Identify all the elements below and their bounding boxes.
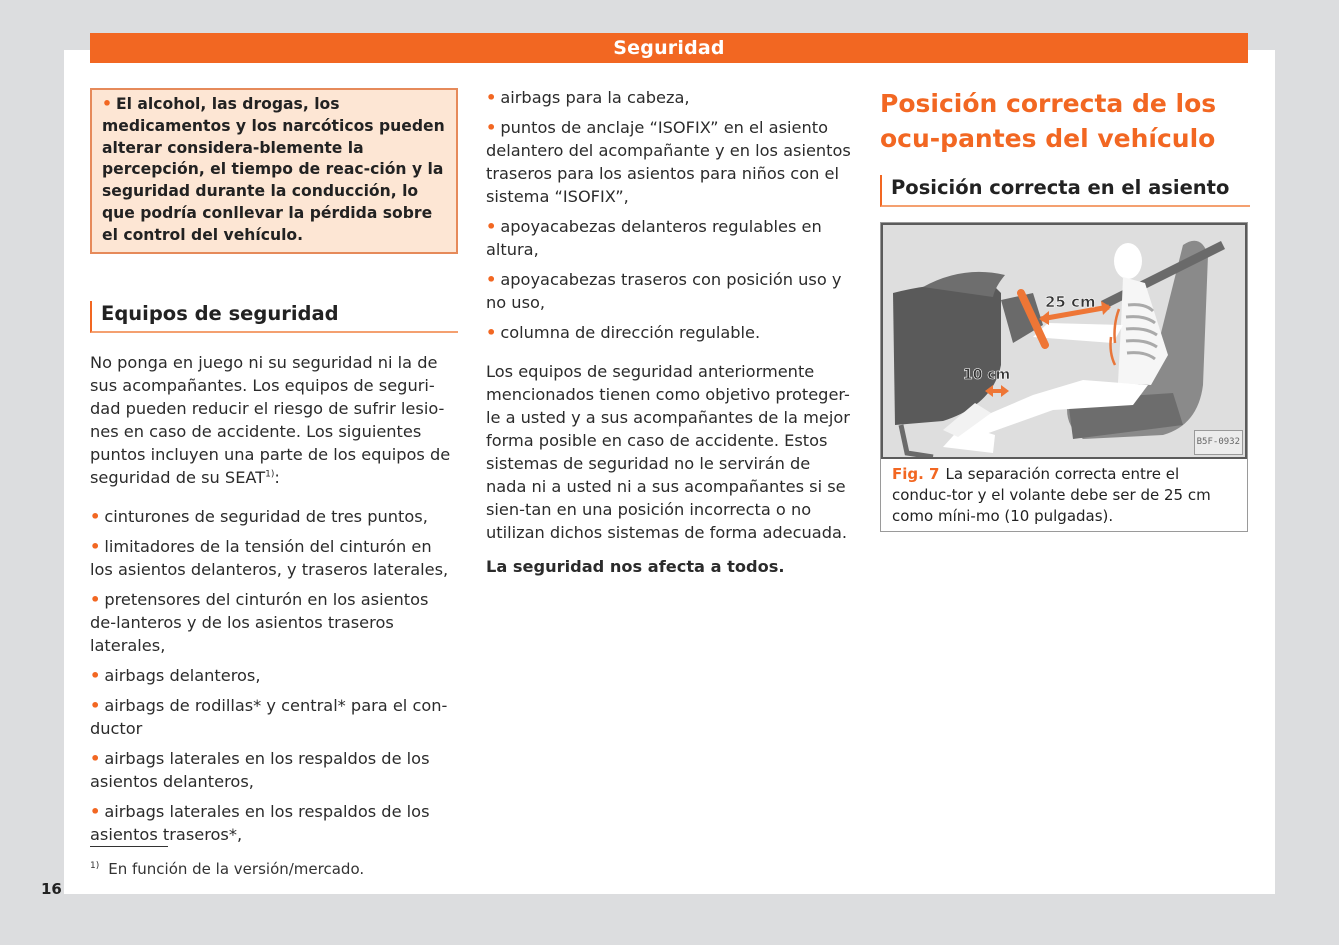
bullet-icon: •	[90, 589, 101, 609]
intro-text: No ponga en juego ni su seguridad ni la de sus acompañantes. Los equipos de seguri-dad pueden reducir el riesgo de sufrir lesio-nes en caso de accidente. Los siguientes puntos incluyen una parte de los equipos de seguridad de su SEAT	[90, 352, 451, 487]
safety-list	[90, 505, 458, 846]
list-item	[486, 116, 854, 208]
column-2	[486, 86, 854, 578]
bullet-icon: •	[486, 217, 497, 236]
list-item-text: limitadores de la tensión del cinturón en los asientos delanteros, y traseros laterales,	[90, 536, 449, 579]
column-3	[880, 86, 1250, 532]
intro-paragraph	[90, 351, 458, 489]
list-item-text: airbags para la cabeza,	[500, 88, 690, 107]
bullet-icon: •	[486, 270, 497, 289]
bullet-icon: •	[486, 323, 497, 342]
bullet-icon: •	[486, 118, 497, 137]
list-item-text: pretensores del cinturón en los asientos de-lanteros y de los asientos traseros laterales,	[90, 589, 429, 655]
bullet-icon: •	[90, 506, 101, 526]
list-item	[486, 215, 854, 261]
column-1	[90, 88, 458, 846]
intro-end: :	[274, 467, 280, 487]
bullet-icon: •	[90, 665, 101, 685]
bullet-icon: •	[90, 536, 101, 556]
figure-label: Fig. 7	[892, 465, 940, 483]
bullet-icon: •	[486, 88, 497, 107]
section-heading-posicion: Posición correcta en el asiento	[880, 175, 1250, 207]
warning-box	[90, 88, 458, 254]
footnote	[90, 859, 364, 879]
list-item	[90, 664, 458, 687]
list-item-text: airbags delanteros,	[104, 665, 261, 685]
list-item	[90, 588, 458, 657]
list-item-text: puntos de anclaje “ISOFIX” en el asiento delantero del acompañante y en los asientos traseros para los asientos para niños con el sistema “ISOFIX”,	[486, 118, 851, 206]
figure-caption	[881, 459, 1247, 531]
list-item-text: columna de dirección regulable.	[500, 323, 761, 342]
section-heading-equipos: Equipos de seguridad	[90, 301, 458, 333]
list-item	[90, 694, 458, 740]
distance-label-10: 10 cm	[963, 367, 1011, 383]
list-item-text: apoyacabezas traseros con posición uso y no uso,	[486, 270, 842, 312]
warning-text: El alcohol, las drogas, los medicamentos y los narcóticos pueden alterar considera-blemente la percepción, el tiempo de reac-ción y la seguridad durante la conducción, lo que podría conllevar la pérdida sobre el control del vehículo.	[102, 95, 445, 244]
figure-code: B5F-0932	[1194, 430, 1243, 455]
list-item	[90, 800, 458, 846]
page-number: 16	[41, 880, 62, 898]
list-item	[486, 321, 854, 344]
bullet-icon: •	[90, 801, 101, 821]
footnote-text: En función de la versión/mercado.	[108, 860, 365, 878]
footnote-divider	[90, 846, 168, 847]
main-title: Posición correcta de los ocu-pantes del vehículo	[880, 89, 1217, 153]
chapter-header: Seguridad	[90, 33, 1248, 63]
distance-label-25: 25 cm	[1045, 293, 1096, 311]
bullet-icon: •	[102, 95, 112, 113]
list-item	[486, 86, 854, 109]
list-item-text: airbags laterales en los respaldos de los asientos traseros*,	[90, 801, 430, 844]
list-item	[90, 535, 458, 581]
bullet-icon: •	[90, 748, 101, 768]
seating-position-illustration	[881, 223, 1247, 459]
bullet-icon: •	[90, 695, 101, 715]
list-item	[90, 505, 458, 528]
list-item	[486, 268, 854, 314]
list-item	[90, 747, 458, 793]
figure-caption-text: La separación correcta entre el conduc-tor y el volante debe ser de 25 cm como míni-mo (10 pulgadas).	[892, 465, 1211, 525]
emphasis-statement: La seguridad nos afecta a todos.	[486, 557, 785, 576]
purpose-paragraph: Los equipos de seguridad anteriormente mencionados tienen como objetivo proteger-le a usted y a sus acompañantes de la mejor forma posible en caso de accidente. Estos sistemas de seguridad no le servirán de nada ni a usted ni a sus acompañantes si se sien-tan en una posición incorrecta o no utilizan dichos sistemas de forma adecuada.	[486, 362, 850, 542]
list-item-text: airbags de rodillas* y central* para el con-ductor	[90, 695, 448, 738]
footnote-marker: 1)	[90, 861, 100, 871]
figure-7	[880, 222, 1248, 532]
driver-seat-diagram-icon	[883, 225, 1247, 457]
list-item-text: apoyacabezas delanteros regulables en altura,	[486, 217, 822, 259]
footnote-ref[interactable]: 1)	[265, 469, 275, 480]
list-item-text: cinturones de seguridad de tres puntos,	[104, 506, 428, 526]
list-item-text: airbags laterales en los respaldos de los asientos delanteros,	[90, 748, 430, 791]
